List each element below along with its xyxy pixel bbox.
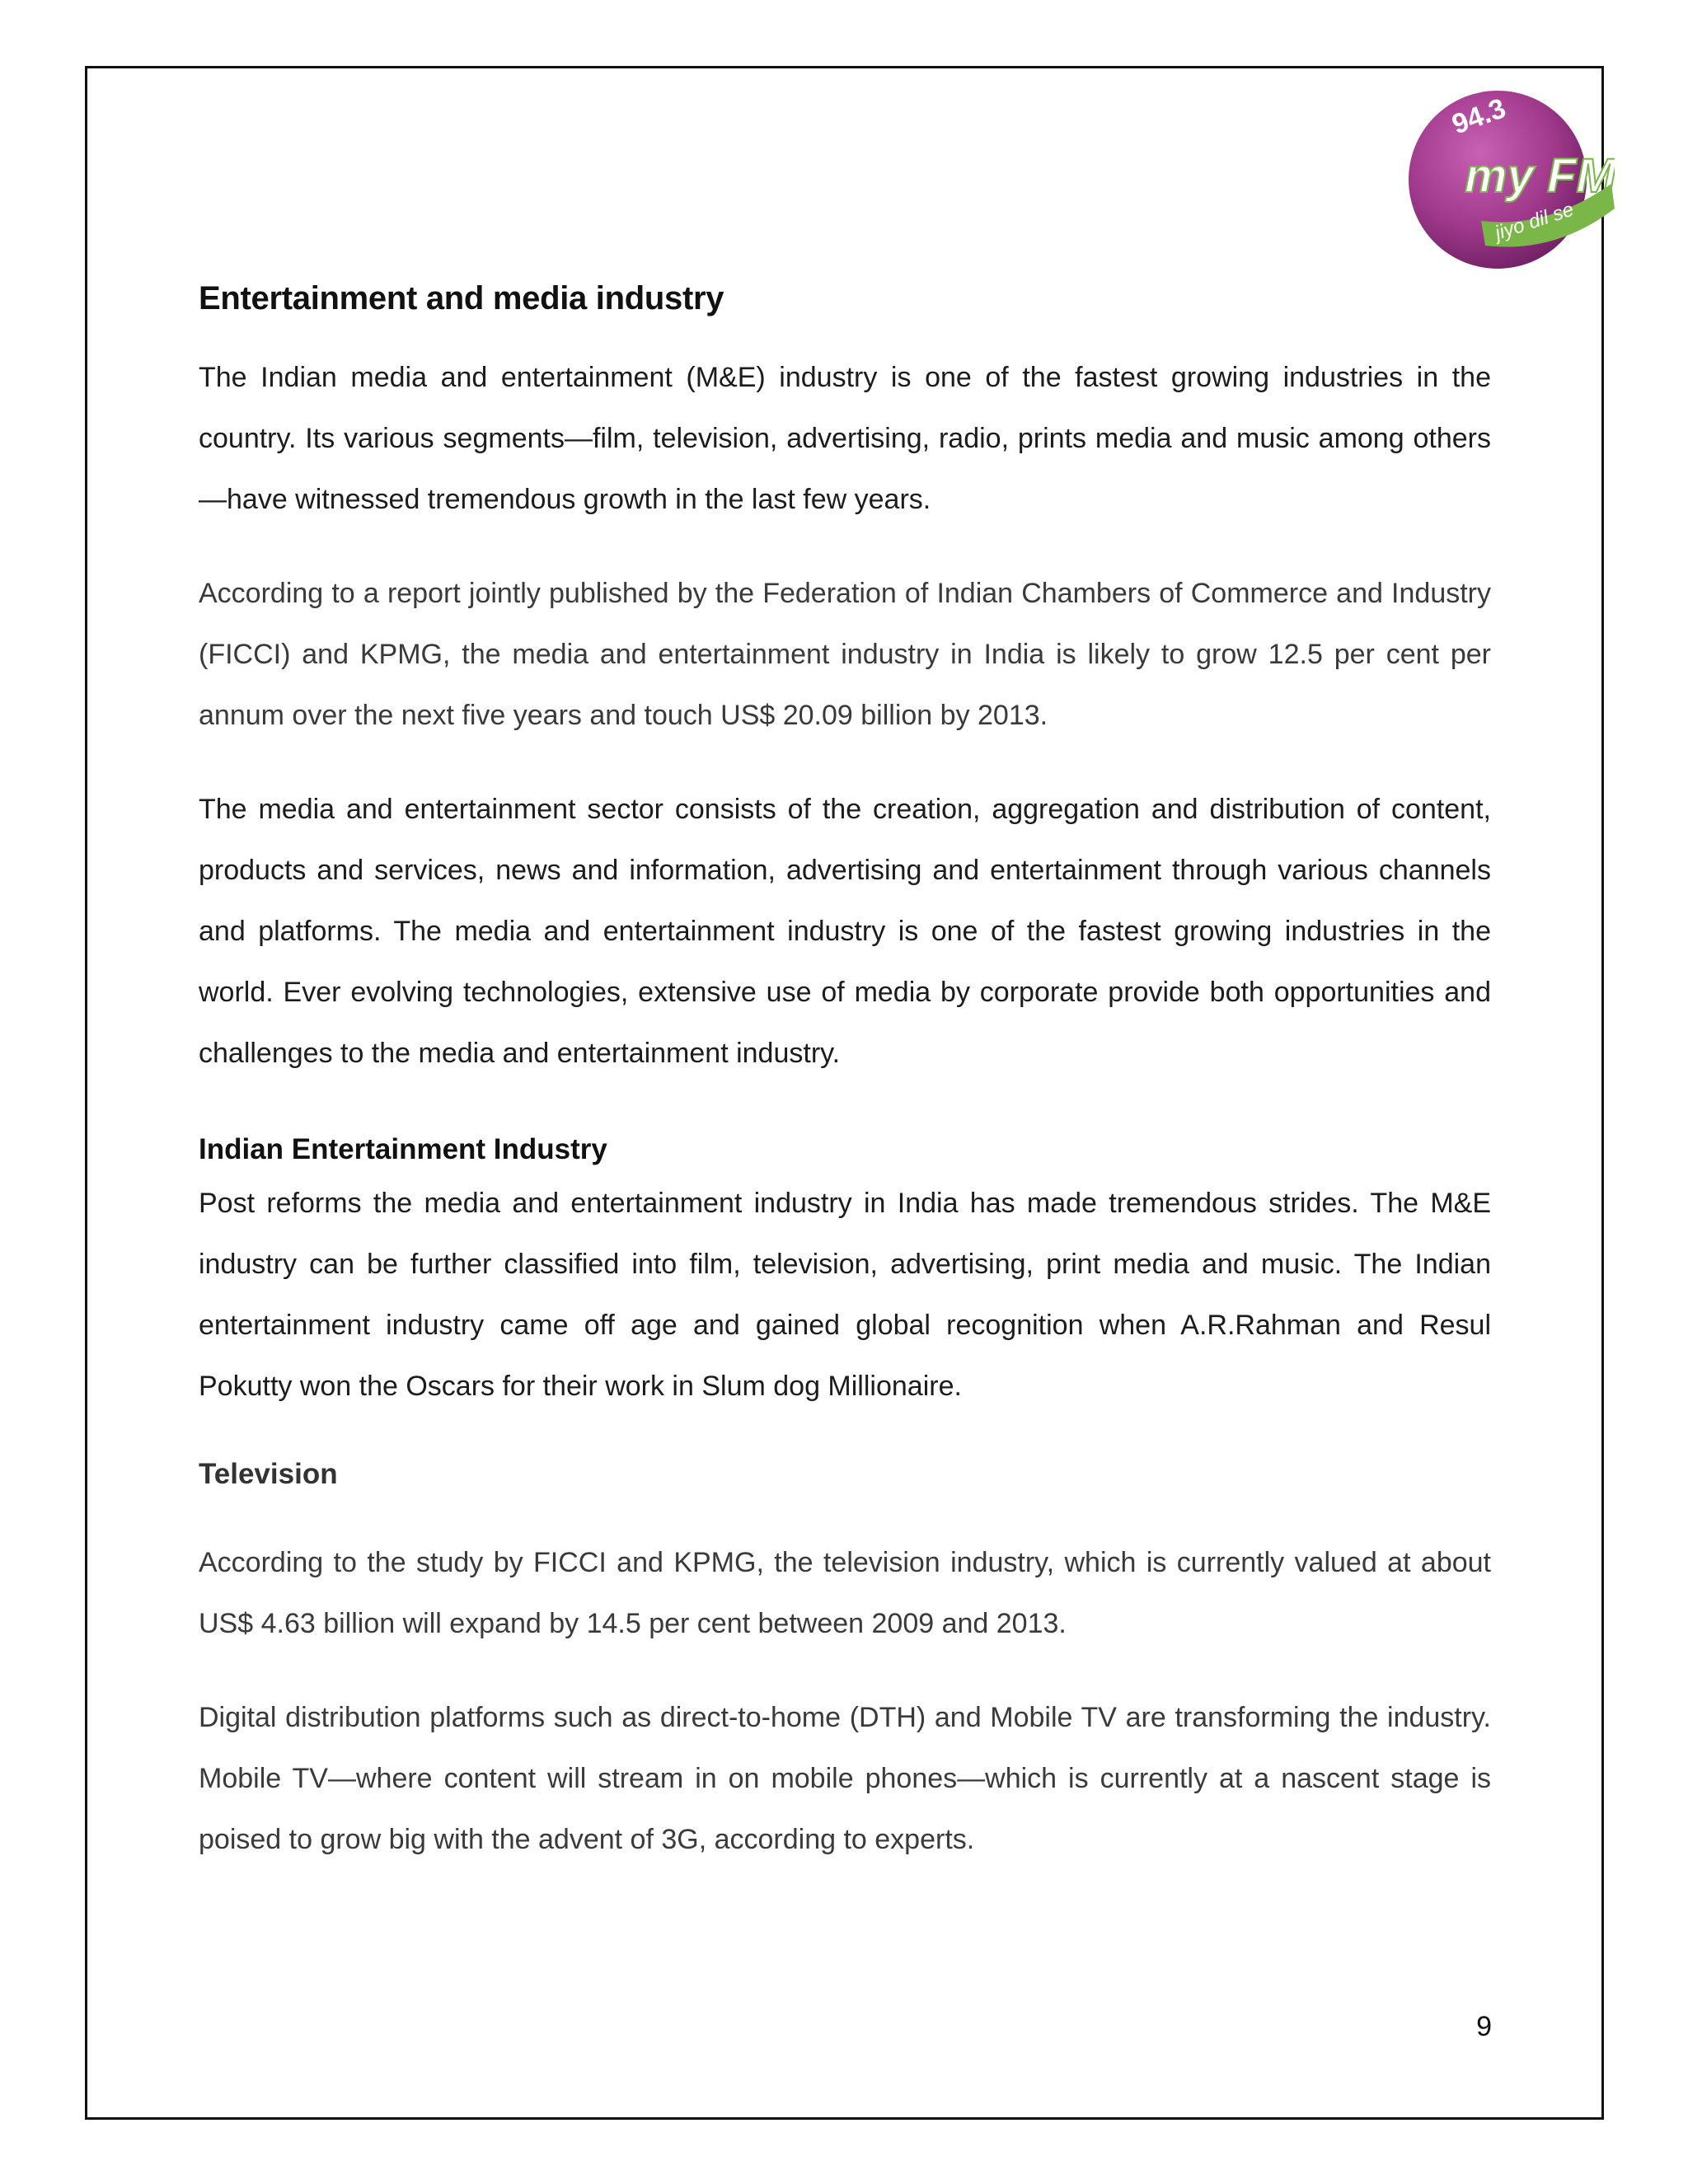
- document-body: [199, 280, 1491, 1903]
- television-heading: Television: [199, 1458, 338, 1490]
- page-number: 9: [1476, 2011, 1492, 2042]
- television-paragraph-1: According to the study by FICCI and KPMG, the television industry, which is currently valued at about US$ 4.63 billion will expand by 14.5 per cent between 2009 and 2013.: [199, 1547, 1491, 1639]
- intro-paragraph-1: The Indian media and entertainment (M&E) industry is one of the fastest growing industries in the country. Its various segments—film, television, advertising, radio, prints media and music among others—have witnessed tremendous growth in the last few years.: [199, 362, 1491, 515]
- television-paragraph-2: Digital distribution platforms such as direct-to-home (DTH) and Mobile TV are transforming the industry. Mobile TV—where content will stream in on mobile phones—which is currently at a nascent stage is poised to grow big with the advent of 3G, according to experts.: [199, 1702, 1491, 1855]
- page-title: Entertainment and media industry: [199, 280, 724, 316]
- myfm-logo-graphic: [1399, 77, 1615, 283]
- logo-frequency: 94.3: [1447, 92, 1510, 141]
- logo-tagline: jiyo dil se: [1492, 198, 1577, 245]
- logo-brand: my FM: [1465, 149, 1615, 203]
- intro-paragraph-3: The media and entertainment sector consists of the creation, aggregation and distribution of content, products and services, news and information, advertising and entertainment through various channels and platforms. The media and entertainment industry is one of the fastest growing industries in the world. Ever evolving technologies, extensive use of media by corporate provide both opportunities and challenges to the media and entertainment industry.: [199, 794, 1491, 1069]
- myfm-logo: [1399, 77, 1615, 283]
- intro-paragraph-2: According to a report jointly published by the Federation of Indian Chambers of Commerce and Industry (FICCI) and KPMG, the media and entertainment industry in India is likely to grow 12.5 per cent per annum over the next five years and touch US$ 20.09 billion by 2013.: [199, 578, 1491, 731]
- indian-industry-heading: Indian Entertainment Industry: [199, 1133, 607, 1165]
- indian-industry-paragraph: Post reforms the media and entertainment industry in India has made tremendous strides. The M&E industry can be further classified into film, television, advertising, print media and music. The Indian entertainment industry came off age and gained global recognition when A.R.Rahman and Resul Pokutty won the Oscars for their work in Slum dog Millionaire.: [199, 1188, 1491, 1402]
